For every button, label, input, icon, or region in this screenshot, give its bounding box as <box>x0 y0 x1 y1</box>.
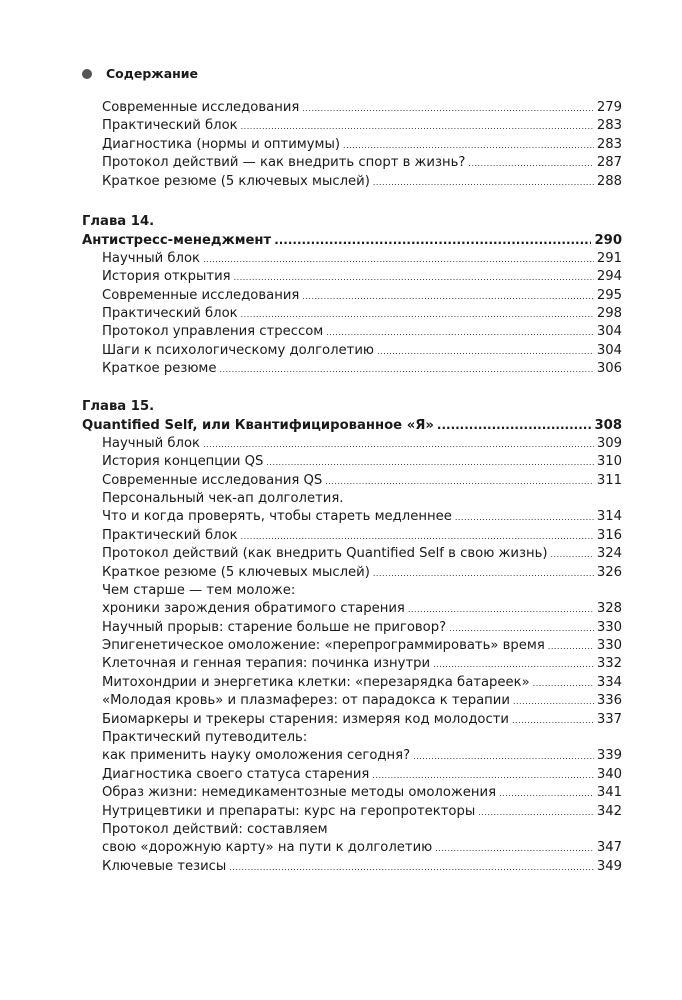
entry-page: 349 <box>596 858 622 874</box>
dot-leader <box>274 231 591 249</box>
bullet-dot-icon <box>82 69 92 79</box>
entry-page: 340 <box>596 766 622 782</box>
toc-entry[interactable] <box>82 287 622 305</box>
toc-entry[interactable] <box>82 250 622 268</box>
entry-title-line1: Практический путеводитель: <box>102 730 308 746</box>
toc-entry-first-line[interactable] <box>82 729 622 747</box>
toc-entry[interactable] <box>82 173 622 191</box>
toc-entry[interactable] <box>82 600 622 618</box>
entry-page: 279 <box>596 100 622 115</box>
entry-page: 294 <box>596 269 622 285</box>
dot-leader <box>377 343 594 361</box>
entry-title: Образ жизни: немедикаментозные методы омоложения <box>102 785 497 801</box>
toc-entry[interactable] <box>82 747 622 765</box>
entry-page: 336 <box>596 693 622 709</box>
entry-page: 288 <box>596 173 622 189</box>
entry-title: Протокол действий — как внедрить спорт в жизнь? <box>102 155 466 171</box>
entry-title: Нутрицевтики и препараты: курс на геропротекторы <box>102 803 476 819</box>
entry-title: как применить науку омоложения сегодня? <box>102 748 411 764</box>
dot-leader <box>203 251 594 269</box>
entry-title-line1: Чем старше — тем моложе: <box>102 582 296 598</box>
toc-entry[interactable] <box>82 692 622 710</box>
entry-page: 304 <box>596 324 622 340</box>
entry-page: 330 <box>596 638 622 654</box>
toc-section-continued <box>82 99 622 191</box>
toc-entry[interactable] <box>82 803 622 821</box>
entry-title: Протокол действий (как внедрить Quantified Self в свою жизнь) <box>102 546 548 562</box>
toc-entry[interactable] <box>82 342 622 360</box>
toc-entry[interactable] <box>82 305 622 323</box>
dot-leader <box>241 306 594 324</box>
dot-leader <box>229 859 593 877</box>
entry-page: 334 <box>596 674 622 690</box>
entry-page: 310 <box>596 454 622 470</box>
entry-title: Краткое резюме <box>102 361 217 377</box>
entry-title-line1: Персональный чек-ап долголетия. <box>102 490 344 506</box>
dot-leader <box>343 137 594 155</box>
chapter-page: 290 <box>594 233 622 249</box>
toc-entry-first-line[interactable] <box>82 490 622 508</box>
entry-page: 328 <box>596 601 622 617</box>
entry-title: Научный прорыв: старение больше не приговор? <box>102 619 447 635</box>
toc-entry[interactable] <box>82 117 622 135</box>
toc-entry[interactable] <box>82 472 622 490</box>
dot-leader <box>241 528 594 546</box>
entry-title: Клеточная и генная терапия: починка изнутри <box>102 656 431 672</box>
toc-entry[interactable] <box>82 268 622 286</box>
dot-leader <box>325 473 594 491</box>
chapter-title: Антистресс-менеджмент <box>82 233 272 249</box>
dot-leader <box>435 840 594 858</box>
entry-title: Краткое резюме (5 ключевых мыслей) <box>102 173 370 189</box>
dot-leader <box>234 269 594 287</box>
entry-title: Научный блок <box>102 435 200 451</box>
entry-page: 283 <box>596 118 622 134</box>
dot-leader <box>437 416 592 434</box>
entry-title: Научный блок <box>102 250 200 266</box>
entry-page: 342 <box>596 803 622 819</box>
toc-chapter-15 <box>82 398 622 876</box>
toc-entry-first-line[interactable] <box>82 582 622 600</box>
entry-page: 298 <box>596 305 622 321</box>
toc-entry[interactable] <box>82 674 622 692</box>
entry-title: Шаги к психологическому долголетию <box>102 342 374 358</box>
entry-page: 324 <box>596 546 622 562</box>
dot-leader <box>551 546 594 564</box>
toc-entry[interactable] <box>82 839 622 857</box>
dot-leader <box>302 288 593 306</box>
entry-title: Практический блок <box>102 527 238 543</box>
toc-entry[interactable] <box>82 154 622 172</box>
dot-leader <box>478 804 594 822</box>
dot-leader <box>468 155 593 173</box>
toc-entry[interactable] <box>82 711 622 729</box>
dot-leader <box>513 693 594 711</box>
toc-entry[interactable] <box>82 323 622 341</box>
entry-title: свою «дорожную карту» на пути к долголетию <box>102 840 433 856</box>
dot-leader <box>433 656 594 674</box>
entry-page: 291 <box>596 250 622 266</box>
entry-title: Что и когда проверять, чтобы стареть медленнее <box>102 509 452 525</box>
dot-leader <box>241 118 594 136</box>
entry-page: 306 <box>596 361 622 377</box>
entry-page: 330 <box>596 619 622 635</box>
toc-entry[interactable] <box>82 545 622 563</box>
entry-page: 314 <box>596 509 622 525</box>
dot-leader <box>533 675 594 693</box>
dot-leader <box>373 565 594 583</box>
entry-title: Диагностика своего статуса старения <box>102 766 370 782</box>
chapter-page: 308 <box>594 418 622 434</box>
dot-leader <box>203 436 594 454</box>
entry-page: 347 <box>596 840 622 856</box>
entry-title: История открытия <box>102 269 231 285</box>
toc-entry[interactable] <box>82 453 622 471</box>
entry-page: 311 <box>596 472 622 488</box>
entry-title: Диагностика (нормы и оптимумы) <box>102 136 341 152</box>
chapter-title-row[interactable] <box>82 231 622 249</box>
chapter-title-row[interactable] <box>82 416 622 434</box>
entry-title: Современные исследования <box>102 287 300 303</box>
entry-title: Практический блок <box>102 118 238 134</box>
dot-leader <box>372 767 593 785</box>
entry-page: 341 <box>596 785 622 801</box>
toc-entry[interactable] <box>82 619 622 637</box>
toc-entry[interactable] <box>82 766 622 784</box>
entry-title: Современные исследования QS <box>102 472 323 488</box>
dot-leader <box>220 361 594 379</box>
chapter-label: Глава 15. <box>82 399 155 414</box>
dot-leader <box>499 785 594 803</box>
toc-entry[interactable] <box>82 360 622 378</box>
entry-title: Эпигенетическое омоложение: «перепрограммировать» время <box>102 638 545 654</box>
toc-entry[interactable] <box>82 655 622 673</box>
dot-leader <box>413 748 594 766</box>
dot-leader <box>455 509 594 527</box>
entry-title: Практический блок <box>102 305 238 321</box>
entry-page: 339 <box>596 748 622 764</box>
entry-page: 295 <box>596 287 622 303</box>
entry-page: 316 <box>596 527 622 543</box>
toc-entry[interactable] <box>82 637 622 655</box>
dot-leader <box>266 454 593 472</box>
entry-title: Митохондрии и энергетика клетки: «перезарядка батареек» <box>102 674 530 690</box>
entry-title: хроники зарождения обратимого старения <box>102 601 405 617</box>
toc-entry-first-line[interactable] <box>82 821 622 839</box>
toc-entry[interactable] <box>82 99 622 117</box>
toc-entry[interactable] <box>82 858 622 876</box>
page-header <box>82 66 198 81</box>
dot-leader <box>449 620 594 638</box>
dot-leader <box>408 601 594 619</box>
entry-page: 309 <box>596 435 622 451</box>
dot-leader <box>548 638 594 656</box>
toc-entry[interactable] <box>82 564 622 582</box>
dot-leader <box>302 100 593 118</box>
toc-entry[interactable] <box>82 435 622 453</box>
chapter-title: Quantified Self, или Квантифицированное «Я» <box>82 418 434 434</box>
toc-chapter-14 <box>82 213 622 379</box>
dot-leader <box>326 324 594 342</box>
chapter-label: Глава 14. <box>82 214 155 229</box>
toc-entry[interactable] <box>82 508 622 526</box>
entry-title: Протокол управления стрессом <box>102 324 324 340</box>
entry-title: Краткое резюме (5 ключевых мыслей) <box>102 564 370 580</box>
toc-entry[interactable] <box>82 136 622 154</box>
entry-page: 304 <box>596 342 622 358</box>
entry-title: Биомаркеры и трекеры старения: измеряя код молодости <box>102 711 510 727</box>
header-title: Содержание <box>106 66 199 81</box>
entry-page: 326 <box>596 564 622 580</box>
toc-entry[interactable] <box>82 527 622 545</box>
dot-leader <box>373 174 594 192</box>
entry-title-line1: Протокол действий: составляем <box>102 821 328 837</box>
entry-title: Ключевые тезисы <box>102 858 227 874</box>
entry-page: 287 <box>596 155 622 171</box>
entry-title: «Молодая кровь» и плазмаферез: от парадокса к терапии <box>102 693 510 709</box>
dot-leader <box>512 712 594 730</box>
entry-title: История концепции QS <box>102 454 264 470</box>
entry-page: 283 <box>596 136 622 152</box>
entry-page: 332 <box>596 656 622 672</box>
toc-entry[interactable] <box>82 784 622 802</box>
entry-title: Современные исследования <box>102 100 300 115</box>
entry-page: 337 <box>596 711 622 727</box>
